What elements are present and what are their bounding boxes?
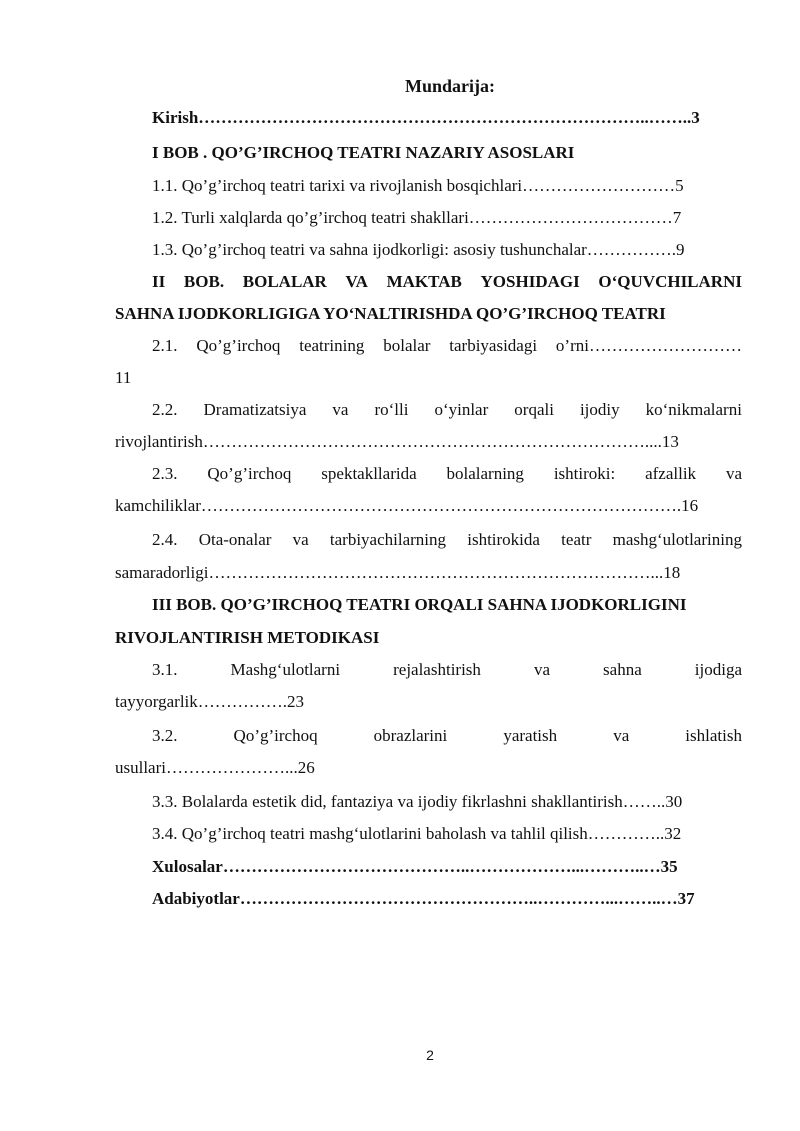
toc-entry-2-1-line2: 11 bbox=[115, 368, 132, 387]
toc-entry-3-4: 3.4. Qo’g’irchoq teatri mashg‘ulotlarini baholash va tahlil qilish…………..32 bbox=[152, 824, 682, 843]
toc-word: 2.2. bbox=[152, 400, 178, 419]
toc-word: rejalashtirish bbox=[393, 660, 481, 679]
toc-chapter-3-line1: III BOB. QO’G’IRCHOQ TEATRI ORQALI SAHNA IJODKORLIGINI bbox=[152, 595, 687, 614]
toc-word: orqali bbox=[514, 400, 554, 419]
toc-word: bolalar bbox=[383, 336, 431, 355]
toc-entry-1-3: 1.3. Qo’g’irchoq teatri va sahna ijodkorligi: asosiy tushunchalar…………….9 bbox=[152, 240, 685, 259]
toc-word: teatrining bbox=[299, 336, 365, 355]
toc-word: afzallik bbox=[645, 464, 697, 483]
toc-word: ishlatish bbox=[685, 726, 742, 745]
toc-entry-2-2-line1 bbox=[152, 400, 742, 420]
toc-word: Ota-onalar bbox=[198, 530, 272, 549]
toc-entry-1-2: 1.2. Turli xalqlarda qo’g’irchoq teatri shakllari………………………………7 bbox=[152, 208, 682, 227]
page-number: 2 bbox=[426, 1047, 434, 1063]
toc-word: ko‘nikmalarni bbox=[645, 400, 742, 419]
toc-word: 2.3. bbox=[152, 464, 178, 483]
toc-word: teatr bbox=[561, 530, 592, 549]
toc-word: BOLALAR bbox=[242, 272, 327, 291]
toc-word: 2.1. bbox=[152, 336, 178, 355]
toc-word: mashg‘ulotlarining bbox=[612, 530, 742, 549]
toc-word: YOSHIDAGI bbox=[480, 272, 580, 291]
toc-entry-2-3-line1 bbox=[152, 464, 742, 484]
toc-word: va bbox=[533, 660, 550, 679]
toc-word: o’rni……………………… bbox=[555, 336, 742, 355]
toc-entry-2-4-line2: samaradorligi……………………………………………………………………...18 bbox=[115, 563, 681, 582]
toc-entry-2-4-line1 bbox=[152, 530, 742, 550]
toc-word: MAKTAB bbox=[386, 272, 462, 291]
toc-word: 3.2. bbox=[152, 726, 178, 745]
toc-chapter-2-line1 bbox=[152, 272, 742, 292]
toc-word: 3.1. bbox=[152, 660, 178, 679]
toc-word: O‘QUVCHILARNI bbox=[598, 272, 742, 291]
toc-entry-1-1: 1.1. Qo’g’irchoq teatri tarixi va rivojlanish bosqichlari………………………5 bbox=[152, 176, 684, 195]
toc-word: sahna bbox=[603, 660, 642, 679]
toc-word: ijodiy bbox=[579, 400, 620, 419]
toc-word: ro‘lli bbox=[374, 400, 409, 419]
toc-word: va bbox=[613, 726, 630, 745]
toc-word: Mashg‘ulotlarni bbox=[230, 660, 341, 679]
toc-entry-3-2-line1 bbox=[152, 726, 742, 746]
toc-entry-3-1-line1 bbox=[152, 660, 742, 680]
toc-word: ishtiroki: bbox=[553, 464, 616, 483]
toc-word: Qo’g’irchoq bbox=[207, 464, 292, 483]
toc-word: bolalarning bbox=[446, 464, 524, 483]
toc-word: tarbiyachilarning bbox=[329, 530, 447, 549]
toc-entry-2-3-line2: kamchiliklar………………………………………………………………………….16 bbox=[115, 496, 699, 515]
toc-entry-2-2-line2: rivojlantirish……………………………………………………………………....13 bbox=[115, 432, 679, 451]
toc-word: va bbox=[725, 464, 742, 483]
toc-chapter-3-line2: RIVOJLANTIRISH METODIKASI bbox=[115, 628, 380, 647]
toc-word: spektakllarida bbox=[321, 464, 417, 483]
toc-chapter-2-line2: SAHNA IJODKORLIGIGA YO‘NALTIRISHDA QO’G’IRCHOQ TEATRI bbox=[115, 304, 666, 323]
toc-word: yaratish bbox=[503, 726, 558, 745]
toc-entry-2-1-line1 bbox=[152, 336, 742, 356]
toc-word: va bbox=[332, 400, 349, 419]
toc-word: BOB. bbox=[183, 272, 225, 291]
toc-word: va bbox=[292, 530, 309, 549]
toc-word: VA bbox=[345, 272, 368, 291]
toc-word: o‘yinlar bbox=[434, 400, 489, 419]
toc-entry-3-2-line2: usullari…………………...26 bbox=[115, 758, 315, 777]
toc-word: 2.4. bbox=[152, 530, 178, 549]
toc-heading: Mundarija: bbox=[405, 76, 495, 96]
toc-word: Qo’g’irchoq bbox=[233, 726, 318, 745]
toc-word: II bbox=[152, 272, 166, 291]
toc-word: tarbiyasidagi bbox=[449, 336, 538, 355]
toc-entry-3-3: 3.3. Bolalarda estetik did, fantaziya va ijodiy fikrlashni shakllantirish……..30 bbox=[152, 792, 683, 811]
toc-word: Qo’g’irchoq bbox=[196, 336, 281, 355]
toc-word: Dramatizatsiya bbox=[203, 400, 307, 419]
toc-entry-adabiyotlar: Adabiyotlar……………………………………………..…………...……..…37 bbox=[152, 889, 695, 908]
toc-entry-xulosalar: Xulosalar……………………………………..………………...………..…35 bbox=[152, 857, 678, 876]
toc-chapter-1: I BOB . QO’G’IRCHOQ TEATRI NAZARIY ASOSLARI bbox=[152, 143, 575, 162]
toc-word: ijodiga bbox=[694, 660, 742, 679]
toc-entry-kirish: Kirish……………………………………………………………………..……..3 bbox=[152, 108, 700, 127]
toc-entry-3-1-line2: tayyorgarlik…………….23 bbox=[115, 692, 305, 711]
toc-word: ishtirokida bbox=[467, 530, 540, 549]
toc-word: obrazlarini bbox=[373, 726, 448, 745]
